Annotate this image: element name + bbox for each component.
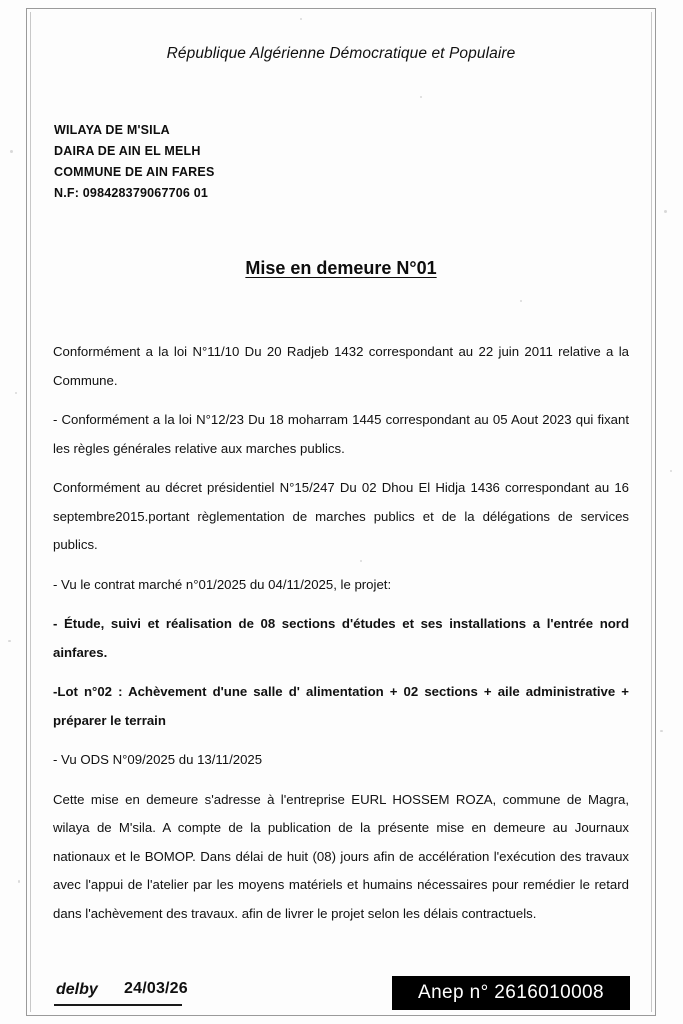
- scan-speckle: [15, 392, 17, 394]
- org-line-daira: DAIRA DE AIN EL MELH: [54, 144, 201, 158]
- paragraph: Conformément a la loi N°11/10 Du 20 Radjeb 1432 correspondant au 22 juin 2011 relative a la Commune.: [53, 344, 629, 388]
- document-paragraphs: [53, 338, 629, 939]
- paragraph-lot-description: - Étude, suivi et réalisation de 08 sections d'études et ses installations a l'entrée nord ainfares.: [53, 616, 629, 660]
- paragraph: Conformément au décret présidentiel N°15/247 Du 02 Dhou El Hidja 1436 correspondant au 16 septembre2015.portant règlementation de marches publics et de la délégations de services publics.: [53, 480, 629, 552]
- organization-block: [54, 120, 474, 204]
- scan-speckle: [18, 880, 20, 883]
- paragraph-lot-02: -Lot n°02 : Achèvement d'une salle d' alimentation + 02 sections + aile administrative + préparer le terrain: [53, 684, 629, 728]
- scan-speckle: [670, 470, 672, 472]
- org-line-wilaya: WILAYA DE M'SILA: [54, 123, 170, 137]
- document-title: Mise en demeure N°01: [245, 258, 437, 278]
- anep-reference-badge: [392, 976, 630, 1010]
- scan-speckle: [664, 210, 667, 213]
- paragraph-ods: - Vu ODS N°09/2025 du 13/11/2025: [53, 752, 263, 767]
- scan-speckle: [10, 150, 13, 153]
- document-footer: [52, 976, 630, 1012]
- paragraph: - Conformément a la loi N°12/23 Du 18 moharram 1445 correspondant au 05 Aout 2023 qui fixant les règles générales relative aux marches publics.: [53, 412, 629, 456]
- scan-speckle: [660, 730, 663, 732]
- scan-speckle: [8, 640, 11, 642]
- paragraph: - Vu le contrat marché n°01/2025 du 04/11/2025, le projet:: [53, 576, 392, 592]
- anep-reference-text: Anep n° 2616010008: [418, 982, 604, 1003]
- paragraph-notice: Cette mise en demeure s'adresse à l'entreprise EURL HOSSEM ROZA, commune de Magra, wilaya de M'sila. A compte de la publication de la présente mise en demeure au Journaux nationaux et le BOMOP. Dans délai de huit (08) jours afin de accélération l'exécution des travaux avec l'appui de l'atelier par les moyens matériels et humains nécessaires pour remédier le retard dans l'achèvement des travaux. afin de livrer le projet selon les délais contractuels.: [53, 791, 629, 921]
- org-line-commune: COMMUNE DE AIN FARES: [54, 165, 215, 179]
- org-line-nf: N.F: 098428379067706 01: [54, 186, 209, 200]
- publication-date: 24/03/26: [124, 980, 188, 997]
- page-title: République Algérienne Démocratique et Populaire: [166, 45, 516, 62]
- publisher-logo: delby: [56, 981, 98, 998]
- document-body: [52, 0, 630, 1024]
- footer-divider: [54, 1004, 182, 1006]
